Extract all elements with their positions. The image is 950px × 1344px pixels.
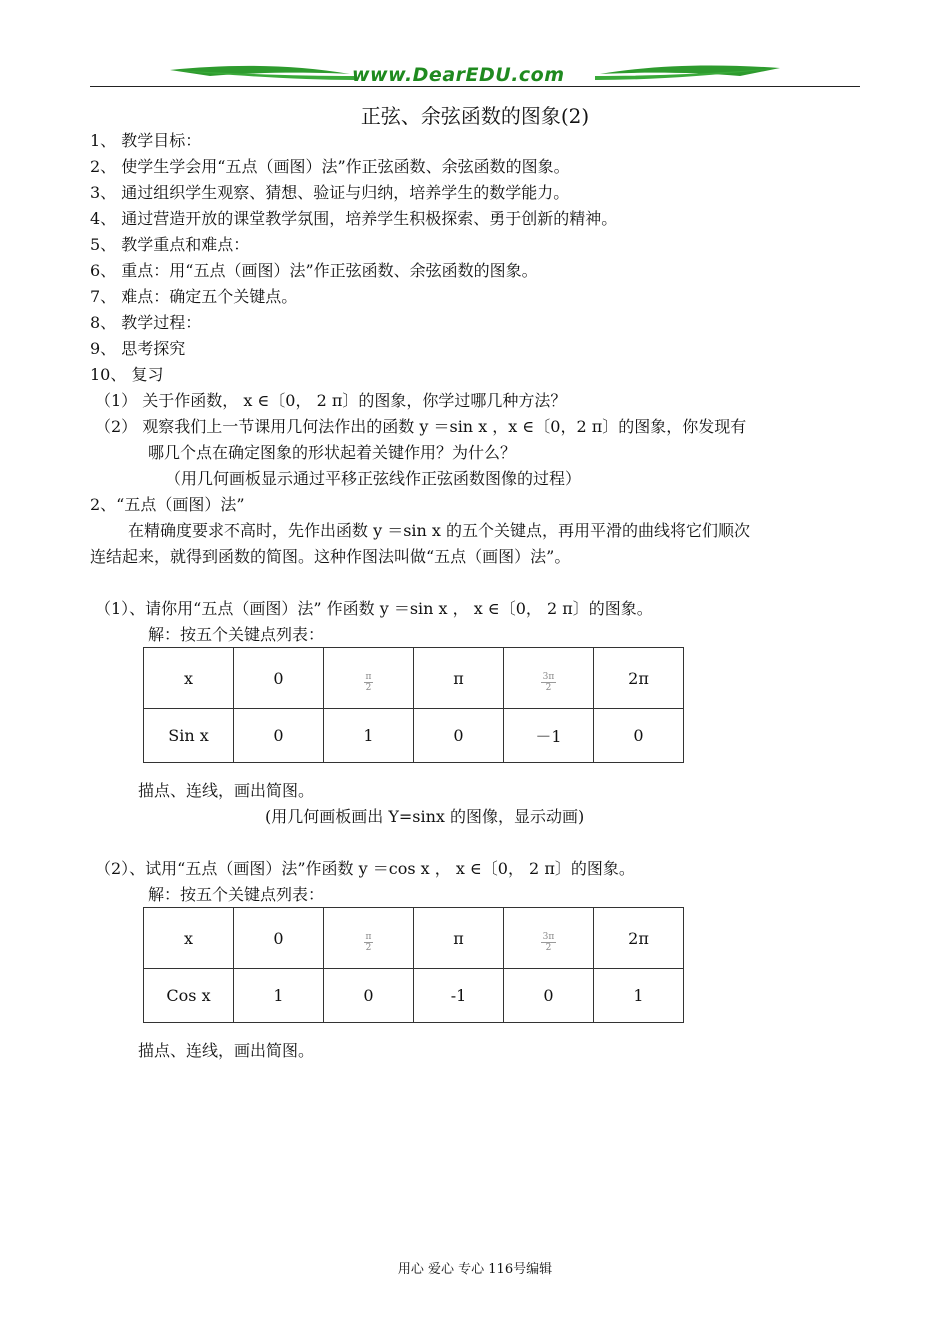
question-2-cont: 哪几个点在确定图象的形状起着关键作用？为什么？ [148,443,517,462]
header-logo-text[interactable]: www.DearEDU.com [352,64,565,86]
list-item: 2、 使学生学会用“五点（画图）法”作正弦函数、余弦函数的图象。 [90,157,570,176]
table-cell: 1 [594,969,684,1023]
note: (用几何画板画出 Y=sinx 的图像，显示动画) [265,807,585,826]
table-cell: 1 [324,709,414,763]
cos-table [143,907,684,1023]
table-cell: 0 [234,908,324,969]
table-cell [504,908,594,969]
table-cell [324,648,414,709]
solution-intro: 解：按五个关键点列表： [148,885,325,904]
table-cell: x [144,648,234,709]
table-cell: Sin x [144,709,234,763]
fraction-half-pi: $\frac{\pi}{2}$ [365,671,372,693]
list-item: 6、 重点：用“五点（画图）法”作正弦函数、余弦函数的图象。 [90,261,538,280]
list-item: 10、 复习 [90,365,164,384]
list-item: 4、 通过营造开放的课堂教学氛围，培养学生积极探索、勇于创新的精神。 [90,209,618,228]
table-cell: 2π [594,908,684,969]
fraction-three-half-pi: $\frac{3\pi}{2}$ [542,671,555,693]
list-item: 5、 教学重点和难点： [90,235,250,254]
instruction: 描点、连线，画出简图。 [138,781,315,800]
paragraph-line: 在精确度要求不高时，先作出函数 y ＝sin x 的五个关键点，再用平滑的曲线将它们顺次 [128,521,751,540]
table-cell: π [414,648,504,709]
exercise-1: （1）、请你用“五点（画图）法” 作函数 y ＝sin x ， x ∈〔0， 2 π〕的图象。 [95,599,653,618]
fraction-three-half-pi: $\frac{3\pi}{2}$ [542,931,555,953]
table-cell: 0 [234,709,324,763]
list-item: 7、 难点：确定五个关键点。 [90,287,298,306]
table-cell: 0 [504,969,594,1023]
table-cell: －1 [504,709,594,763]
question-2: （2） 观察我们上一节课用几何法作出的函数 y ＝sin x ，x ∈〔0，2 π〕的图象，你发现有 [95,417,747,436]
table-cell: x [144,908,234,969]
sin-table [143,647,684,763]
fraction-half-pi: $\frac{\pi}{2}$ [365,931,372,953]
table-cell: 1 [234,969,324,1023]
table-cell: 0 [414,709,504,763]
list-item: 9、 思考探究 [90,339,186,358]
question-1: （1） 关于作函数， x ∈〔0， 2 π〕的图象，你学过哪几种方法？ [95,391,567,410]
table-cell: 0 [324,969,414,1023]
page-footer: 用心 爱心 专心 116号编辑 [397,1262,553,1277]
table-cell [324,908,414,969]
solution-intro: 解：按五个关键点列表： [148,625,325,644]
table-cell: -1 [414,969,504,1023]
paragraph-line: 连结起来，就得到函数的简图。这种作图法叫做“五点（画图）法”。 [90,547,571,566]
table-cell [504,648,594,709]
section-heading: 2、“五点（画图）法” [90,495,245,514]
list-item: 3、 通过组织学生观察、猜想、验证与归纳，培养学生的数学能力。 [90,183,570,202]
table-cell: 0 [234,648,324,709]
instruction: 描点、连线，画出简图。 [138,1041,315,1060]
table-cell: π [414,908,504,969]
header-rule [90,86,860,87]
table-cell: 0 [594,709,684,763]
exercise-2: （2）、试用“五点（画图）法”作函数 y ＝cos x ， x ∈〔0， 2 π〕的图象。 [95,859,635,878]
page-title: 正弦、余弦函数的图象(2) [360,104,590,128]
note: （用几何画板显示通过平移正弦线作正弦函数图像的过程） [165,469,582,488]
list-item: 8、 教学过程： [90,313,202,332]
table-cell: Cos x [144,969,234,1023]
table-cell: 2π [594,648,684,709]
list-item: 1、 教学目标： [90,131,202,150]
